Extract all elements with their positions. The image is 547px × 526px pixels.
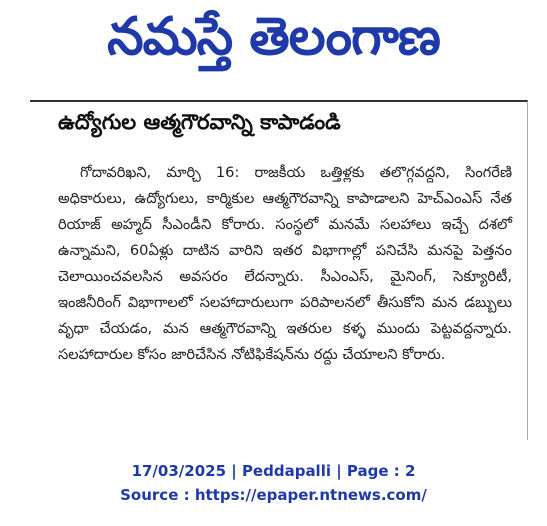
clip-date-edition-page: 17/03/2025 | Peddapalli | Page : 2	[131, 462, 416, 480]
article-body: గోదావరిఖని, మార్చి 16: రాజకీయ ఒత్తిళ్లకు తలొగ్గవద్దని, సింగరేణి అధికారులు, ఉద్యోగులు, కార్మికుల ఆత్మగౌరవాన్ని కాపాడాలని హెచ్‌ఎంఎస్ నేత రియాజ్ అహ్మద్ సీఎండీని కోరారు. సంస్థలో మనమే సలహాలు ఇచ్చే దశలో ఉన్నామని, 60ఏళ్లు దాటిన వారిని ఇతర విభాగాల్లో పనిచేసి మనపై పెత్తనం చెలాయించవలసిన అవసరం లేదన్నారు. సీఎంఎస్, మైనింగ్, సెక్యూరిటీ, ఇంజినీరింగ్ విభాగాలలో సలహాదారులుగా పరిపాలనలో తీసుకోని మన డబ్బులు వృధా చేయడం, మన ఆత్మగౌరవాన్ని ఇతరుల కళ్ళ ముందు పెట్టవద్దన్నారు. సలహాదారుల కోసం జారిచేసిన నోటిఫికేషన్‌ను రద్దు చేయాలని కోరారు.	[58, 164, 512, 363]
clip-source: Source : https://epaper.ntnews.com/	[120, 486, 427, 504]
newspaper-logo-title: నమస్తే తెలంగాణ	[107, 6, 440, 67]
article-headline: ఉద్యోగుల ఆత్మగౌరవాన్ని కాపాడండి	[58, 110, 341, 134]
news-clipping	[30, 100, 528, 440]
masthead	[0, 8, 547, 78]
